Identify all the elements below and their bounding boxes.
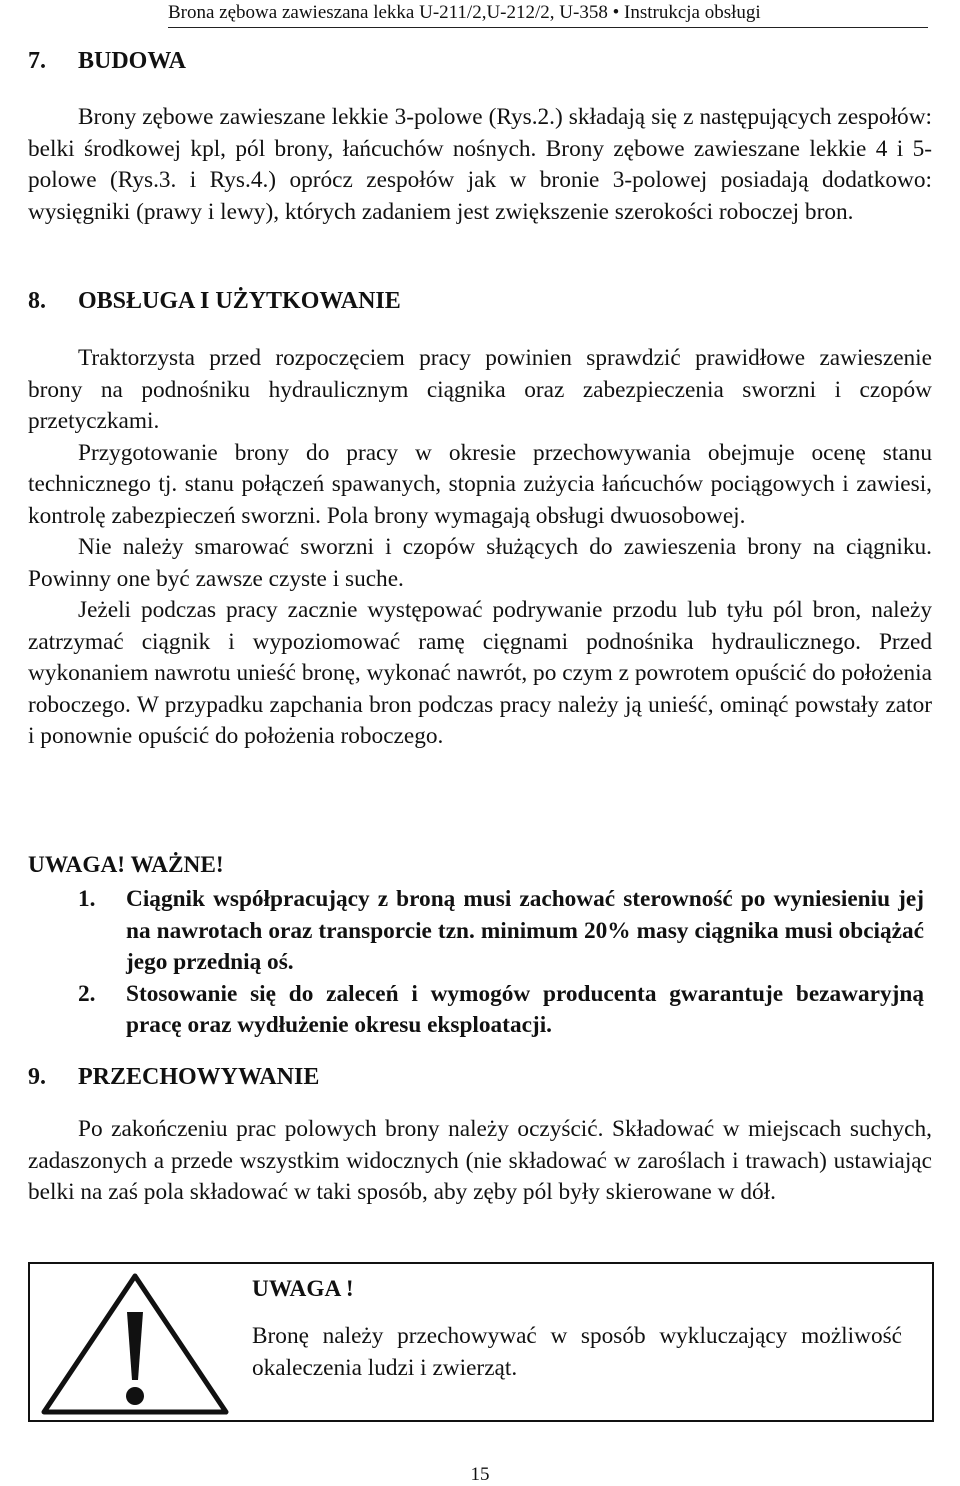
section-8-body xyxy=(28,343,932,753)
section-9-heading xyxy=(28,1064,528,1094)
section-7-paragraph: Brony zębowe zawieszane lekkie 3-polowe (Rys.2.) składają się z następujących zespołów: belki środkowej kpl, pól brony, łańcuchów nośnych. Brony zębowe zawieszane lekkie 4 i 5-polowe (Rys.3. i Rys.4.) oprócz zespołów jak w bronie 3-polowej posiadają dodatkowo: wysięgniki (prawy i lewy), których zadaniem jest zwiększenie szerokości roboczej bron. xyxy=(28,104,932,225)
page-number: 15 xyxy=(470,1464,490,1485)
section-8-paragraph-3: Nie należy smarować sworzni i czopów służących do zawieszenia brony na ciągniku. Powinny one być zawsze czyste i suche. xyxy=(28,534,932,592)
section-8-title: OBSŁUGA I UŻYTKOWANIE xyxy=(78,288,401,314)
section-7-body xyxy=(28,102,932,228)
section-9-number: 9. xyxy=(28,1064,46,1090)
warning-triangle-icon xyxy=(38,1272,232,1416)
caution-text: Bronę należy przechowywać w sposób wykluczający możliwość okaleczenia ludzi i zwierząt. xyxy=(252,1323,902,1381)
warning-list-item-2 xyxy=(28,979,924,1042)
section-7-heading xyxy=(28,48,428,78)
section-8-heading xyxy=(28,288,628,318)
important-warning-heading xyxy=(28,852,428,882)
section-9-paragraph: Po zakończeniu prac polowych brony należy oczyścić. Składować w miejscach suchych, zadaszonych a przede wszystkim widocznych (nie składować w zaroślach i trawach) ustawiając belki na zaś pola składować w taki sposób, aby zęby pól były skierowane w dół. xyxy=(28,1116,932,1205)
section-8-number: 8. xyxy=(28,288,46,314)
warning-list-item-2-number: 2. xyxy=(78,980,96,1007)
running-title: Brona zębowa zawieszana lekka U-211/2,U-212/2, U-358 • Instrukcja obsługi xyxy=(168,2,761,23)
section-8-paragraph-2: Przygotowanie brony do pracy w okresie przechowywania obejmuje ocenę stanu technicznego tj. stanu połączeń spawanych, stopnia zużycia łańcuchów pociągowych i zawiesi, kontrolę zabezpieczeń sworzni. Pola brony wymagają obsługi dwuosobowej. xyxy=(28,439,932,529)
important-warning-list xyxy=(28,884,924,1042)
warning-list-item-1-number: 1. xyxy=(78,886,96,912)
important-warning-title: UWAGA! WAŻNE! xyxy=(28,852,224,878)
caution-title: UWAGA ! xyxy=(252,1276,354,1302)
section-9-body xyxy=(28,1114,932,1209)
warning-list-item-2-text: Stosowanie się do zaleceń i wymogów producenta gwarantuje bezawaryjną pracę oraz wydłużenie okresu eksploatacji. xyxy=(126,980,924,1038)
section-7-number: 7. xyxy=(28,48,46,74)
section-8-paragraph-4: Jeżeli podczas pracy zacznie występować podrywanie przodu lub tyłu pól bron, należy zatrzymać ciągnik i wypoziomować ramę cięgnami podnośnika hydraulicznego. Przed wykonaniem nawrotu unieść bronę, wykonać nawrót, po czym z powrotem opuścić do położenia roboczego. W przypadku zapchania bron podczas pracy należy ją unieść, ominąć powstały zator i ponownie opuścić do położenia roboczego. xyxy=(28,597,932,749)
section-8-paragraph-1: Traktorzysta przed rozpoczęciem pracy powinien sprawdzić prawidłowe zawieszenie brony na podnośniku hydraulicznym ciągnika oraz zabezpieczenia sworzni i czopów przetyczkami. xyxy=(28,345,932,434)
section-7-title: BUDOWA xyxy=(78,48,187,74)
warning-list-item-1-text: Ciągnik współpracujący z broną musi zachować sterowność po wyniesieniu jej na nawrotach oraz transporcie tzn. minimum 20% masy ciągnika musi obciążać jego przednią oś. xyxy=(126,886,924,975)
caution-box xyxy=(28,1262,934,1422)
warning-list-item-1 xyxy=(28,884,924,979)
section-9-title: PRZECHOWYWANIE xyxy=(78,1064,320,1090)
running-header xyxy=(168,2,928,28)
